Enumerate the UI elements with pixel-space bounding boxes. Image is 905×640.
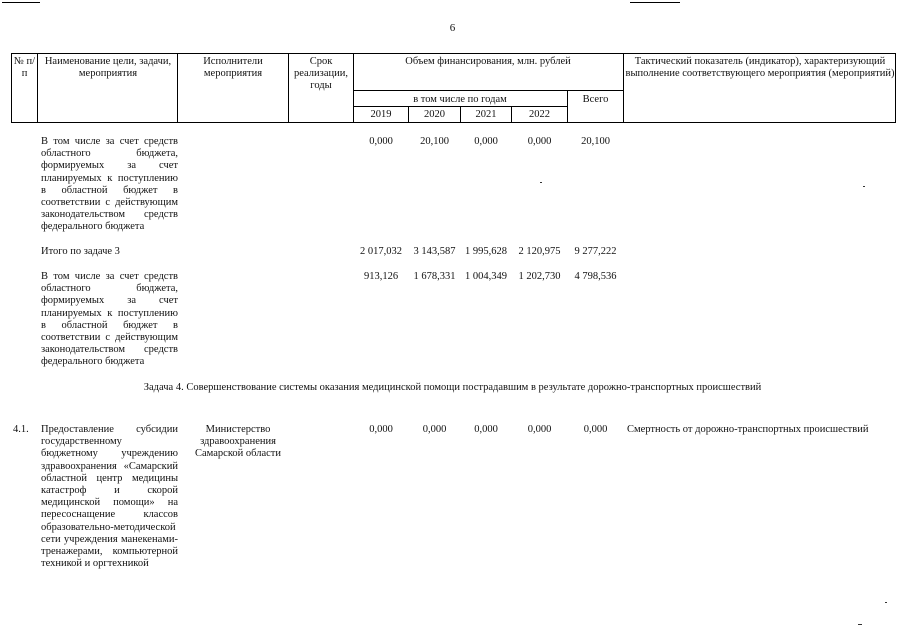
scan-speck — [858, 624, 862, 625]
header-year-2022: 2022 — [529, 109, 550, 120]
row-2-value-2022: 2 120,975 — [518, 246, 561, 257]
header-year-2019: 2019 — [370, 109, 392, 120]
row-1-value-total: 20,100 — [581, 136, 610, 147]
header-by-years: в том числе по годам — [413, 94, 507, 105]
scan-speck — [885, 602, 887, 603]
item-4-1-executor: Министерство здравоохранения Самарской области — [195, 424, 281, 460]
row-3-name: В том числе за счет средств областного бюджета, формируемых за счет планируемых к поступлению в областной бюджет в соответствии с действующим законодательством средств федерального бюджета — [41, 271, 178, 368]
row-1-value-2019: 0,000 — [369, 136, 393, 147]
item-4-1-name: Предоставление субсидии государственному бюджетному учреждению здравоохранения «Самарский областной центр медицины катастроф и скорой медицинской помощи» на пересоснащение классов образовательно-методической сети учреждения манекенами-тренажерами, компьютерной техникой и оргтехникой — [41, 424, 178, 570]
row-2-value-2019: 2 017,032 — [360, 246, 402, 257]
header-total: Всего — [582, 94, 609, 105]
header-finance: Объем финансирования, млн. рублей — [405, 56, 571, 67]
row-1-value-2020: 20,100 — [420, 136, 449, 147]
row-2-value-total: 9 277,222 — [574, 246, 617, 257]
header-year-2021: 2021 — [475, 109, 497, 120]
table-header — [11, 53, 896, 123]
row-3-value-2021: 1 004,349 — [465, 271, 507, 282]
top-rule-left — [2, 2, 40, 3]
row-2-value-2020: 3 143,587 — [413, 246, 456, 257]
task-4-heading: Задача 4. Совершенствование системы оказания медицинской помощи пострадавшим в результате дорожно-транспортных происшествий — [143, 382, 762, 393]
item-4-1-value-2019: 0,000 — [369, 424, 393, 435]
header-num: № п/п — [13, 56, 36, 79]
header-executor: Исполнители мероприятия — [203, 56, 263, 79]
header-name: Наименование цели, задачи, мероприятия — [44, 56, 172, 79]
row-2-name: Итого по задаче 3 — [41, 246, 120, 257]
row-3-value-2019: 913,126 — [363, 271, 399, 282]
item-4-1-value-2020: 0,000 — [422, 424, 447, 435]
item-4-1-value-2021: 0,000 — [474, 424, 498, 435]
row-1-name: В том числе за счет средств областного бюджета, формируемых за счет планируемых к поступлению в областной бюджет в соответствии с действующим законодательством средств федерального бюджета — [41, 136, 178, 233]
header-term: Срок реализации, годы — [294, 56, 348, 91]
row-2-value-2021: 1 995,628 — [465, 246, 507, 257]
item-4-1-value-total: 0,000 — [583, 424, 608, 435]
row-3-value-2022: 1 202,730 — [518, 271, 561, 282]
item-4-1-number: 4.1. — [13, 424, 29, 435]
scan-speck — [863, 186, 865, 187]
item-4-1-indicator: Смертность от дорожно-транспортных происшествий — [627, 424, 869, 435]
row-1-value-2022: 0,000 — [527, 136, 552, 147]
row-1-value-2021: 0,000 — [474, 136, 498, 147]
header-indicator: Тактический показатель (индикатор), характеризующий выполнение соответствующего мероприятия (мероприятий) — [625, 56, 895, 79]
row-3-value-2020: 1 678,331 — [413, 271, 456, 282]
header-year-2020: 2020 — [424, 109, 445, 120]
item-4-1-value-2022: 0,000 — [527, 424, 552, 435]
scan-speck — [540, 182, 542, 183]
page-number: 6 — [449, 22, 456, 34]
row-3-value-total: 4 798,536 — [574, 271, 617, 282]
top-rule-right — [630, 2, 680, 3]
